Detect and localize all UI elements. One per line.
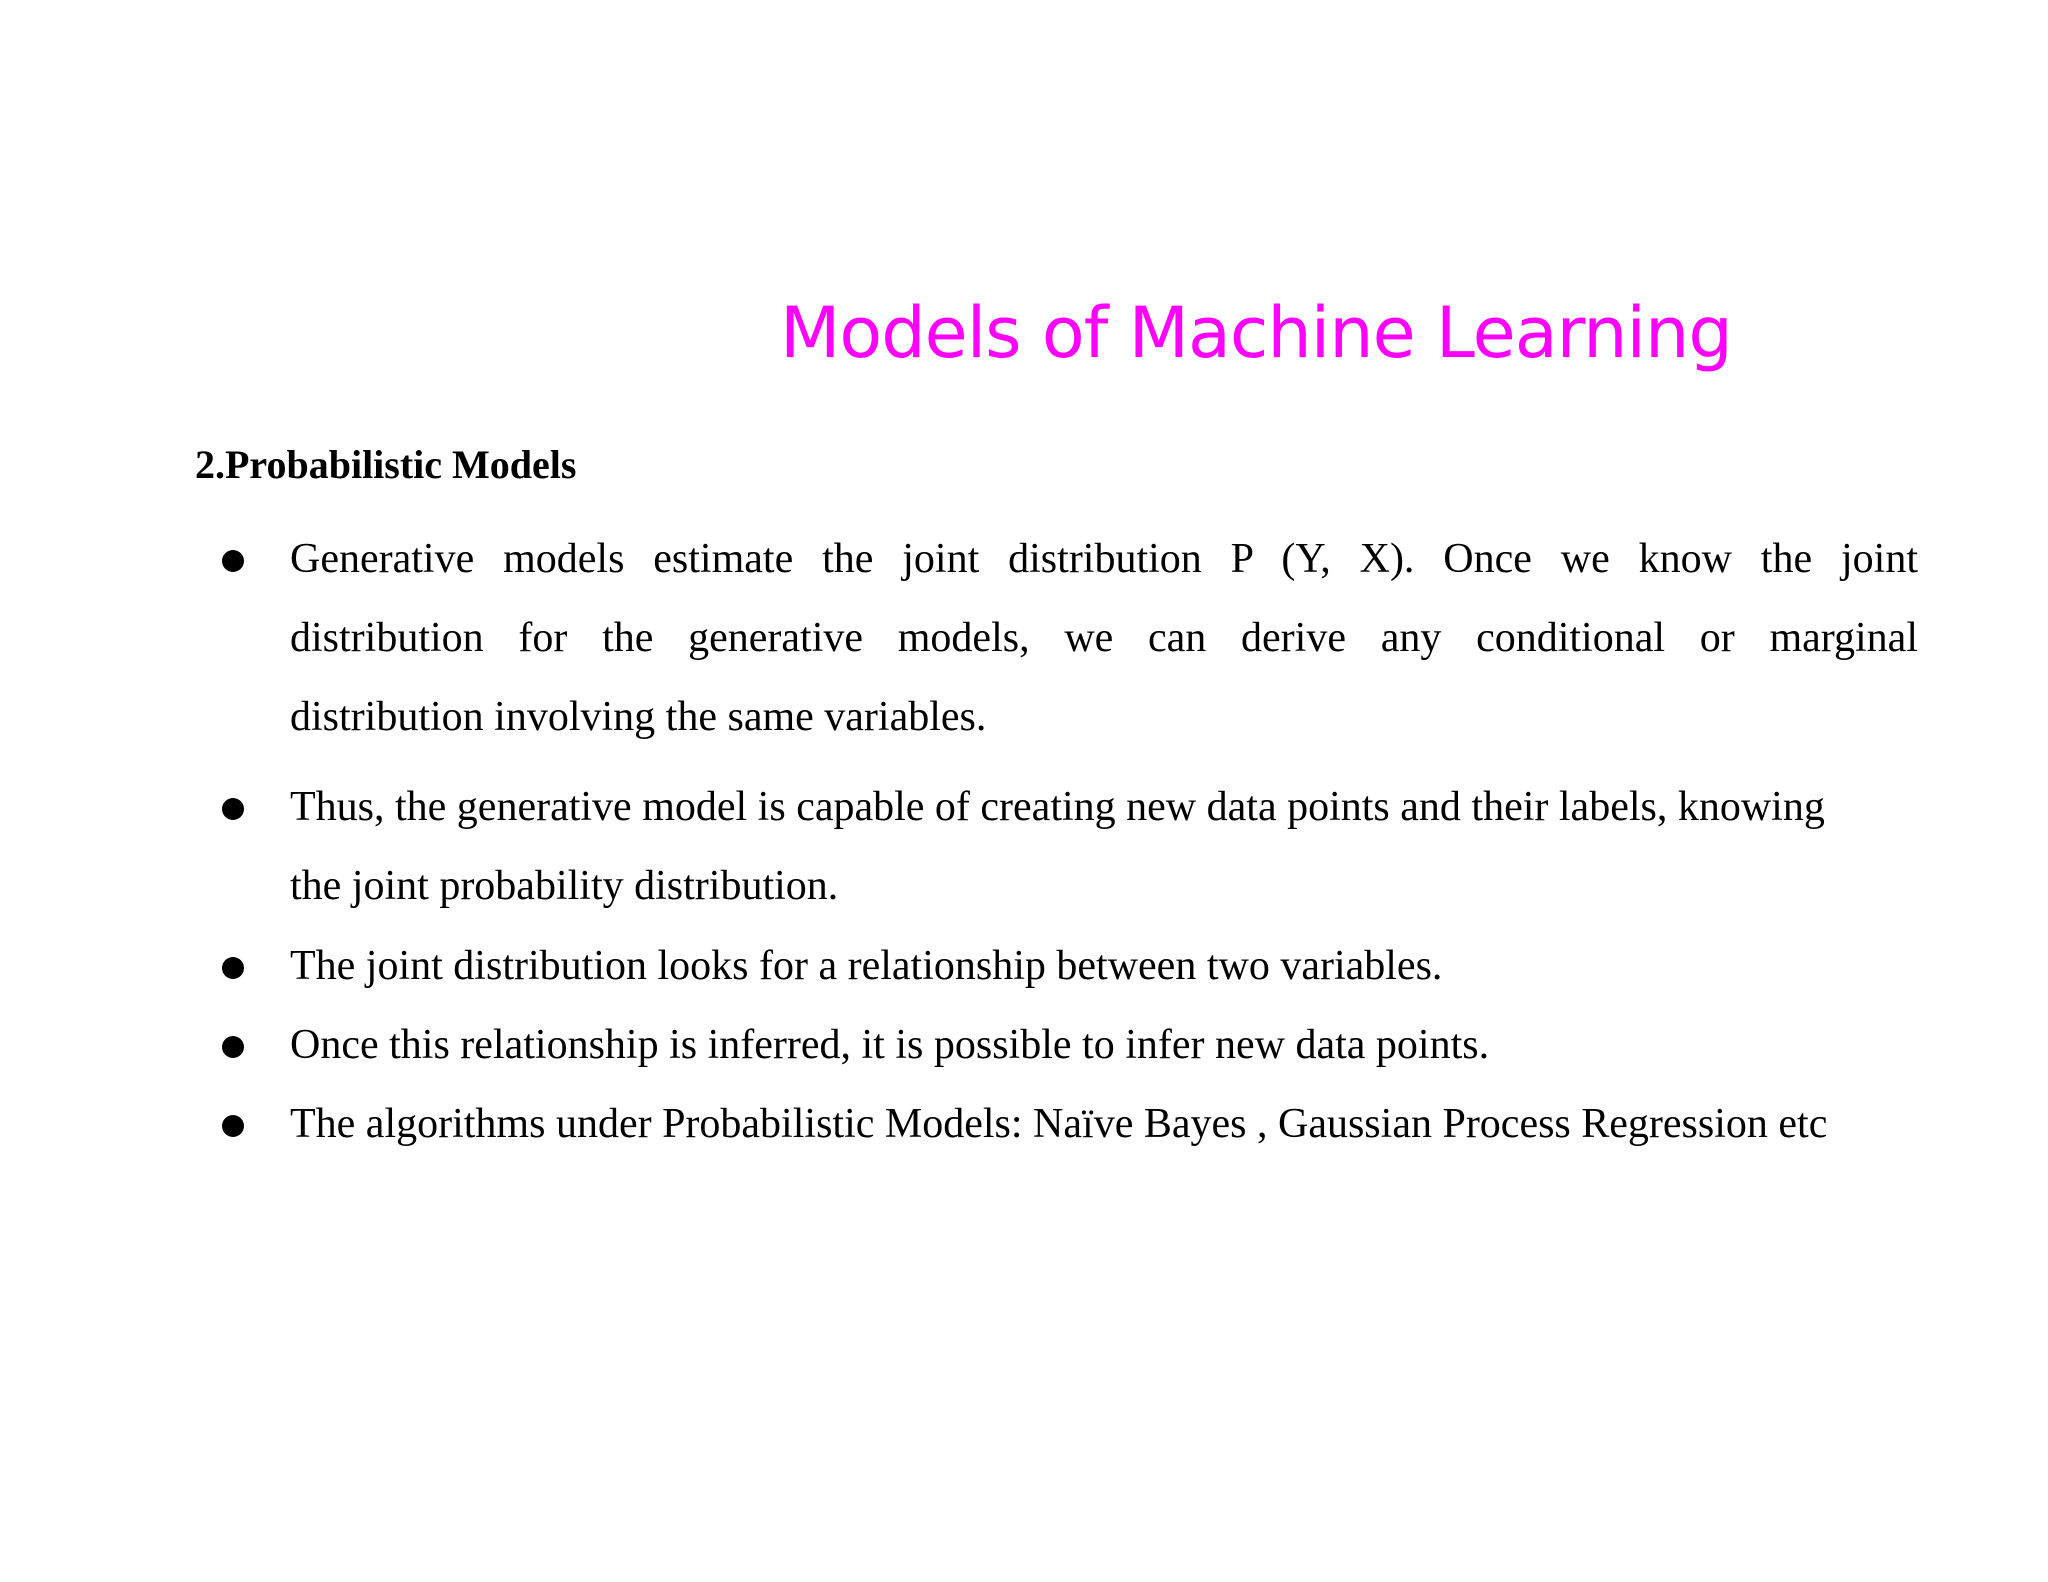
bullet-line: Once this relationship is inferred, it is possible to infer new data points. bbox=[290, 1022, 1490, 1068]
bullet-dot-icon bbox=[222, 1115, 244, 1137]
bullet-text bbox=[290, 1006, 1918, 1085]
bullet-text bbox=[290, 927, 1918, 1006]
bullet-text bbox=[290, 520, 1918, 757]
bullet-text bbox=[290, 768, 1918, 926]
bullet-line: distribution for the generative models, we can derive any conditional or marginal bbox=[290, 615, 1918, 661]
bullet-line: The algorithms under Probabilistic Models: Naïve Bayes , Gaussian Process Regression etc bbox=[290, 1101, 1828, 1147]
bullet-text bbox=[290, 1085, 1918, 1164]
bullet-line: Thus, the generative model is capable of creating new data points and their labels, knowing bbox=[290, 784, 1825, 830]
slide-title: Models of Machine Learning bbox=[780, 292, 1732, 374]
bullet-dot-icon bbox=[222, 957, 244, 979]
bullet-line: The joint distribution looks for a relationship between two variables. bbox=[290, 943, 1443, 989]
bullet-dot-icon bbox=[222, 550, 244, 572]
bullet-line: the joint probability distribution. bbox=[290, 863, 839, 909]
bullet-dot-icon bbox=[222, 798, 244, 820]
bullet-dot-icon bbox=[222, 1036, 244, 1058]
section-heading: 2.Probabilistic Models bbox=[195, 442, 577, 487]
bullet-line: distribution involving the same variables. bbox=[290, 694, 987, 740]
bullet-line: Generative models estimate the joint distribution P (Y, X). Once we know the joint bbox=[290, 536, 1918, 582]
